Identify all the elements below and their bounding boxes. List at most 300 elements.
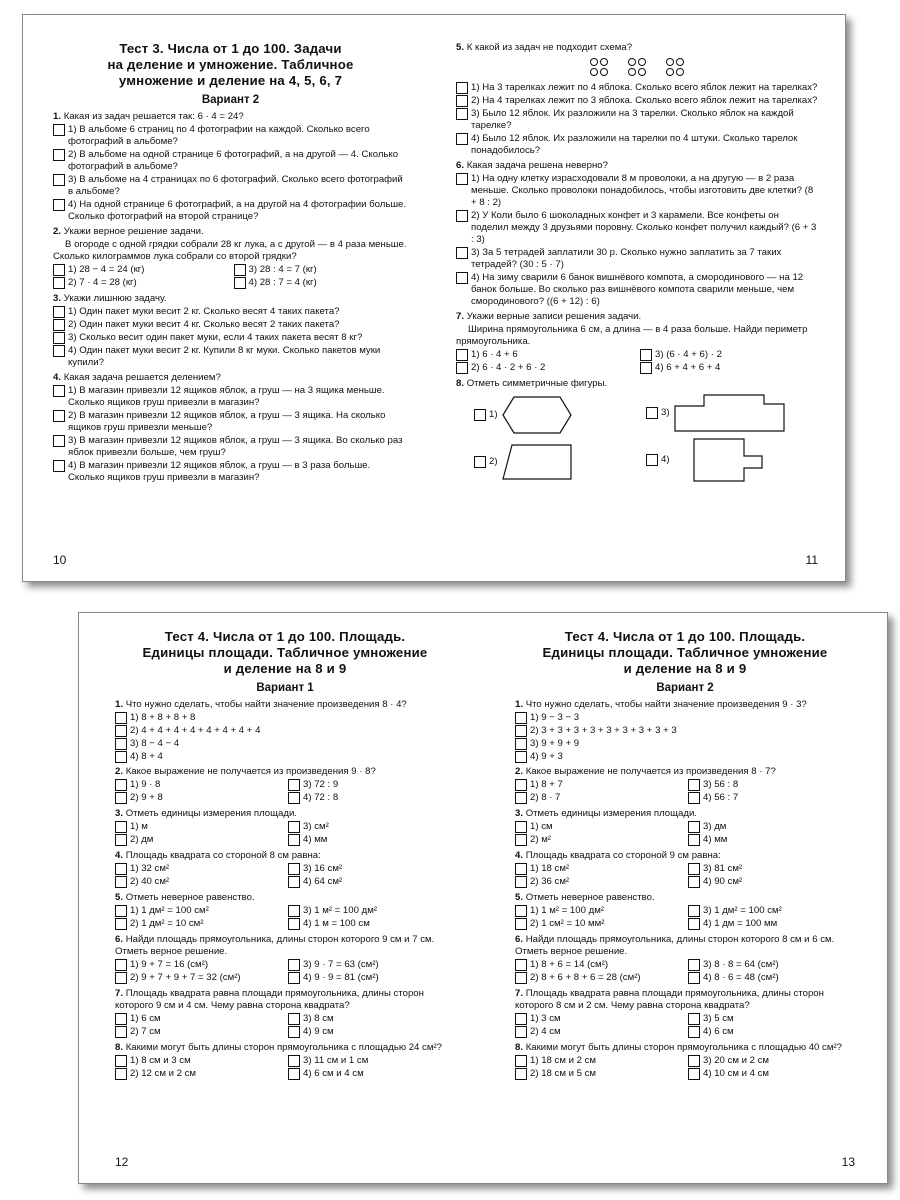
question-number: 4.	[515, 850, 524, 861]
test-title	[53, 41, 408, 89]
question-list	[53, 111, 408, 484]
question-text: Площадь квадрата со стороной 9 см равна:	[525, 850, 721, 861]
option-text: 4) 56 : 7	[703, 792, 739, 803]
question	[456, 311, 818, 375]
figure-option	[474, 396, 572, 434]
option-text: 2) 8 · 7	[530, 792, 561, 803]
answer-option	[456, 108, 818, 132]
answer-options	[515, 905, 855, 931]
answer-checkbox[interactable]	[646, 454, 658, 466]
question-number: 1.	[115, 699, 124, 710]
answer-option	[53, 319, 408, 331]
answer-option	[688, 972, 855, 984]
answer-option	[688, 905, 855, 917]
answer-options	[456, 349, 818, 375]
answer-checkbox[interactable]	[53, 410, 65, 422]
option-text: 2) На 4 тарелках лежит по 3 яблока. Сколько всего яблок лежит на тарелках?	[471, 95, 818, 106]
question-stem	[115, 934, 455, 958]
answer-checkbox[interactable]	[115, 792, 127, 804]
option-text: 2) м²	[530, 834, 551, 845]
answer-option	[515, 725, 855, 737]
answer-options	[456, 82, 818, 157]
figure-shape	[674, 394, 786, 432]
answer-option	[53, 124, 408, 148]
option-text: 3) В альбоме на 4 страницах по 6 фотографий. Сколько всего фотографий в альбоме?	[68, 174, 403, 197]
answer-option	[115, 1013, 282, 1025]
answer-checkbox[interactable]	[53, 277, 65, 289]
option-text: 4) 6 + 4 + 6 + 4	[655, 362, 721, 373]
option-text: 1) 6 · 4 + 6	[471, 349, 518, 360]
figure-label: 3)	[661, 407, 670, 418]
answer-checkbox[interactable]	[688, 959, 700, 971]
question-number: 2.	[53, 226, 62, 237]
option-text: 2) 9 + 8	[130, 792, 163, 803]
answer-option	[515, 779, 682, 791]
question-number: 3.	[53, 293, 62, 304]
question-stem	[456, 42, 818, 54]
option-text: 1) 8 + 7	[530, 779, 563, 790]
option-text: 4) 1 дм = 100 мм	[703, 918, 778, 929]
answer-checkbox[interactable]	[515, 712, 527, 724]
option-text: 2) 7 см	[130, 1026, 161, 1037]
answer-checkbox[interactable]	[515, 876, 527, 888]
answer-checkbox[interactable]	[515, 1013, 527, 1025]
figure-option	[646, 438, 764, 482]
answer-checkbox[interactable]	[456, 349, 468, 361]
question-number: 7.	[115, 988, 124, 999]
answer-checkbox[interactable]	[115, 972, 127, 984]
answer-checkbox[interactable]	[515, 779, 527, 791]
answer-option	[515, 738, 855, 750]
answer-checkbox[interactable]	[515, 959, 527, 971]
answer-option	[115, 712, 455, 724]
option-text: 3) дм	[703, 821, 727, 832]
answer-checkbox[interactable]	[115, 863, 127, 875]
answer-option	[688, 876, 855, 888]
question-number: 1.	[53, 111, 62, 122]
question-stem	[115, 1042, 455, 1054]
answer-checkbox[interactable]	[688, 905, 700, 917]
answer-option	[640, 349, 818, 361]
option-text: 1) 9 + 7 = 16 (см²)	[130, 959, 209, 970]
answer-checkbox[interactable]	[288, 918, 300, 930]
question-text: Что нужно сделать, чтобы найти значение произведения 8 · 4?	[125, 699, 407, 710]
answer-checkbox[interactable]	[53, 264, 65, 276]
question-text: Отметь неверное равенство.	[525, 892, 655, 903]
question-text: Какими могут быть длины сторон прямоугольника с площадью 24 см²?	[125, 1042, 442, 1053]
answer-option	[53, 345, 408, 369]
answer-checkbox[interactable]	[515, 972, 527, 984]
answer-checkbox[interactable]	[115, 918, 127, 930]
answer-checkbox[interactable]	[288, 779, 300, 791]
answer-checkbox[interactable]	[688, 792, 700, 804]
answer-checkbox[interactable]	[288, 1013, 300, 1025]
answer-checkbox[interactable]	[515, 738, 527, 750]
answer-option	[688, 1055, 855, 1067]
answer-checkbox[interactable]	[515, 1068, 527, 1080]
answer-checkbox[interactable]	[288, 863, 300, 875]
option-text: 3) 56 : 8	[703, 779, 739, 790]
question-text: Найди площадь прямоугольника, длины сторон которого 8 см и 6 см. Отметь верное решение.	[515, 934, 835, 957]
answer-option	[115, 918, 282, 930]
option-text: 3) За 5 тетрадей заплатили 30 р. Сколько нужно заплатить за 7 таких тетрадей? (30 : 5 · 7)	[471, 247, 782, 270]
answer-checkbox[interactable]	[640, 349, 652, 361]
option-text: 3) 1 м² = 100 дм²	[303, 905, 377, 916]
question-text: Какая задача решается делением?	[63, 372, 221, 383]
answer-checkbox[interactable]	[288, 1055, 300, 1067]
problem-text: В огороде с одной грядки собрали 28 кг лука, а с другой — в 4 раза меньше. Сколько килограммов лука собрали со второй грядки?	[53, 239, 407, 262]
answer-option	[288, 959, 455, 971]
answer-checkbox[interactable]	[515, 751, 527, 763]
question	[515, 699, 855, 763]
dot-circle	[666, 58, 674, 66]
answer-option	[688, 1068, 855, 1080]
answer-option	[288, 863, 455, 875]
answer-checkbox[interactable]	[53, 460, 65, 472]
answer-checkbox[interactable]	[515, 918, 527, 930]
title-line: и деление на 8 и 9	[623, 661, 747, 676]
option-text: 4) 8 · 6 = 48 (см²)	[703, 972, 779, 983]
answer-option	[115, 834, 282, 846]
answer-option	[288, 905, 455, 917]
answer-checkbox[interactable]	[688, 834, 700, 846]
answer-checkbox[interactable]	[515, 863, 527, 875]
answer-option	[456, 247, 818, 271]
answer-checkbox[interactable]	[115, 821, 127, 833]
answer-checkbox[interactable]	[288, 834, 300, 846]
answer-options	[53, 306, 408, 369]
dot-circle	[638, 68, 646, 76]
option-text: 4) 1 м = 100 см	[303, 918, 370, 929]
dot-circle	[590, 68, 598, 76]
answer-option	[515, 751, 855, 763]
answer-checkbox[interactable]	[688, 1055, 700, 1067]
answer-checkbox[interactable]	[288, 792, 300, 804]
question-list	[515, 699, 855, 1081]
answer-option	[115, 751, 455, 763]
question-number: 7.	[456, 311, 465, 322]
figure-option	[646, 394, 786, 432]
book-spread-top	[22, 14, 846, 582]
answer-checkbox[interactable]	[115, 876, 127, 888]
answer-option	[456, 133, 818, 157]
answer-checkbox[interactable]	[53, 306, 65, 318]
variant-label: Вариант 1	[256, 682, 314, 694]
answer-checkbox[interactable]	[115, 1068, 127, 1080]
question	[515, 934, 855, 985]
question-stem	[456, 311, 818, 323]
option-text: 3) 11 см и 1 см	[303, 1055, 369, 1066]
answer-option	[515, 1068, 682, 1080]
page-11	[456, 15, 818, 581]
option-text: 3) 8 − 4 − 4	[130, 738, 180, 749]
answer-checkbox[interactable]	[288, 876, 300, 888]
option-text: 4) 64 см²	[303, 876, 343, 887]
question-text: Укажи лишнюю задачу.	[63, 293, 167, 304]
question-stem	[456, 160, 818, 172]
answer-checkbox[interactable]	[115, 834, 127, 846]
answer-checkbox[interactable]	[456, 82, 468, 94]
answer-option	[115, 1068, 282, 1080]
option-text: 1) В альбоме 6 страниц по 4 фотографии на каждой. Сколько всего фотографий в альбоме?	[68, 124, 370, 147]
answer-checkbox[interactable]	[456, 133, 468, 145]
answer-checkbox[interactable]	[53, 149, 65, 161]
question-text: Найди площадь прямоугольника, длины сторон которого 9 см и 7 см. Отметь верное решение.	[115, 934, 435, 957]
option-text: 4) Один пакет муки весит 2 кг. Купили 8 кг муки. Сколько пакетов муки купили?	[68, 345, 381, 368]
answer-checkbox[interactable]	[688, 779, 700, 791]
answer-checkbox[interactable]	[515, 792, 527, 804]
answer-option	[515, 712, 855, 724]
option-text: 2) 40 см²	[130, 876, 170, 887]
answer-option	[515, 972, 682, 984]
answer-option	[115, 863, 282, 875]
question-number: 7.	[515, 988, 524, 999]
option-text: 3) 5 см	[703, 1013, 734, 1024]
answer-checkbox[interactable]	[515, 905, 527, 917]
page-number: 13	[841, 1155, 855, 1169]
option-text: 4) 9 + 3	[530, 751, 563, 762]
answer-checkbox[interactable]	[456, 108, 468, 120]
answer-options	[53, 385, 408, 484]
dot-circle	[676, 68, 684, 76]
answer-options	[115, 1013, 455, 1039]
answer-checkbox[interactable]	[456, 272, 468, 284]
dot-group	[666, 58, 684, 76]
question-text: К какой из задач не подходит схема?	[466, 42, 633, 53]
answer-option	[456, 173, 818, 209]
question	[115, 766, 455, 805]
option-text: 3) В магазин привезли 12 ящиков яблок, а груш — 3 ящика. Во сколько раз яблок привезли больше, чем груш?	[68, 435, 403, 458]
answer-checkbox[interactable]	[115, 1026, 127, 1038]
answer-option	[53, 264, 228, 276]
option-text: 3) 16 см²	[303, 863, 343, 874]
question-list	[456, 42, 818, 488]
answer-option	[288, 834, 455, 846]
answer-checkbox[interactable]	[115, 1055, 127, 1067]
dot-circle	[628, 68, 636, 76]
question-stem	[53, 372, 408, 384]
question	[515, 808, 855, 847]
question	[115, 850, 455, 889]
answer-checkbox[interactable]	[115, 959, 127, 971]
option-text: 4) 90 см²	[703, 876, 743, 887]
question	[515, 766, 855, 805]
option-text: 3) 28 : 4 = 7 (кг)	[248, 264, 317, 275]
title-line: умножение и деление на 4, 5, 6, 7	[118, 73, 343, 88]
option-text: 1) На одну клетку израсходовали 8 м проволоки, а на другую — в 2 раза меньше. Сколько проволоки понадобилось, чтобы изготовить две клетки? (8 + 8 : 2)	[471, 173, 814, 208]
answer-checkbox[interactable]	[640, 362, 652, 374]
question-text: Какая задача решена неверно?	[466, 160, 608, 171]
option-text: 1) 9 − 3 − 3	[530, 712, 580, 723]
answer-option	[115, 779, 282, 791]
answer-checkbox[interactable]	[515, 834, 527, 846]
answer-option	[288, 1055, 455, 1067]
page-12	[115, 613, 455, 1183]
answer-checkbox[interactable]	[288, 959, 300, 971]
answer-option	[288, 1026, 455, 1038]
option-text: 2) Один пакет муки весит 4 кг. Сколько весят 2 таких пакета?	[68, 319, 340, 330]
answer-checkbox[interactable]	[688, 972, 700, 984]
option-text: 4) 72 : 8	[303, 792, 339, 803]
dot-circle	[628, 58, 636, 66]
answer-option	[234, 277, 409, 289]
answer-option	[115, 725, 455, 737]
answer-options	[115, 779, 455, 805]
figure-label: 4)	[661, 454, 670, 465]
answer-checkbox[interactable]	[288, 905, 300, 917]
variant-label: Вариант 2	[656, 682, 714, 694]
answer-checkbox[interactable]	[456, 173, 468, 185]
question-number: 8.	[515, 1042, 524, 1053]
answer-checkbox[interactable]	[115, 738, 127, 750]
answer-checkbox[interactable]	[474, 456, 486, 468]
answer-option	[115, 1055, 282, 1067]
option-text: 4) 10 см и 4 см	[703, 1068, 770, 1079]
answer-checkbox[interactable]	[515, 821, 527, 833]
answer-checkbox[interactable]	[456, 362, 468, 374]
question	[515, 892, 855, 931]
answer-checkbox[interactable]	[115, 1013, 127, 1025]
option-text: 4) В магазин привезли 12 ящиков яблок, а груш — в 3 раза больше. Сколько ящиков груш привезли в магазин?	[68, 460, 371, 483]
question	[456, 42, 818, 157]
answer-option	[515, 863, 682, 875]
answer-checkbox[interactable]	[688, 821, 700, 833]
option-text: 1) Один пакет муки весит 2 кг. Сколько весят 4 таких пакета?	[68, 306, 340, 317]
answer-option	[515, 1055, 682, 1067]
question-text: Укажи верные записи решения задачи.	[466, 311, 642, 322]
question-stem	[515, 934, 855, 958]
option-text: 2) 7 · 4 = 28 (кг)	[68, 277, 137, 288]
answer-checkbox[interactable]	[688, 1026, 700, 1038]
answer-option	[53, 385, 408, 409]
answer-option	[53, 277, 228, 289]
answer-options	[115, 1055, 455, 1081]
question-number: 2.	[115, 766, 124, 777]
answer-option	[688, 834, 855, 846]
title-line: и деление на 8 и 9	[223, 661, 347, 676]
answer-checkbox[interactable]	[53, 124, 65, 136]
answer-checkbox[interactable]	[53, 385, 65, 397]
figure-label: 2)	[489, 456, 498, 467]
option-text: 3) 1 дм² = 100 см²	[703, 905, 782, 916]
answer-options	[53, 124, 408, 223]
option-text: 1) 8 + 8 + 8 + 8	[130, 712, 196, 723]
answer-checkbox[interactable]	[688, 863, 700, 875]
answer-options	[515, 779, 855, 805]
answer-option	[688, 959, 855, 971]
option-text: 1) 1 м² = 100 дм²	[530, 905, 604, 916]
answer-option	[515, 1026, 682, 1038]
figure-option	[474, 444, 572, 480]
answer-checkbox[interactable]	[688, 1068, 700, 1080]
answer-option	[53, 306, 408, 318]
answer-option	[53, 199, 408, 223]
option-text: 3) см²	[303, 821, 329, 832]
answer-option	[115, 905, 282, 917]
answer-checkbox[interactable]	[515, 1026, 527, 1038]
answer-checkbox[interactable]	[474, 409, 486, 421]
question	[115, 699, 455, 763]
answer-option	[288, 821, 455, 833]
answer-checkbox[interactable]	[115, 712, 127, 724]
dot-circle	[600, 58, 608, 66]
question	[53, 372, 408, 484]
title-line: Тест 4. Числа от 1 до 100. Площадь.	[164, 629, 406, 644]
answer-option	[515, 1013, 682, 1025]
answer-checkbox[interactable]	[53, 319, 65, 331]
answer-checkbox[interactable]	[515, 1055, 527, 1067]
question-stem	[115, 892, 455, 904]
answer-checkbox[interactable]	[688, 918, 700, 930]
test-title	[515, 629, 855, 677]
answer-option	[456, 95, 818, 107]
answer-checkbox[interactable]	[515, 725, 527, 737]
question-stem	[115, 699, 455, 711]
answer-checkbox[interactable]	[115, 751, 127, 763]
option-text: 3) 72 : 9	[303, 779, 339, 790]
question-text: Площадь квадрата равна площади прямоугольника, длины сторон которого 8 см и 2 см. Чему равна сторона квадрата?	[515, 988, 824, 1011]
answer-option	[288, 876, 455, 888]
answer-checkbox[interactable]	[456, 247, 468, 259]
answer-option	[115, 959, 282, 971]
answer-checkbox[interactable]	[234, 264, 246, 276]
answer-checkbox[interactable]	[115, 905, 127, 917]
option-text: 1) В магазин привезли 12 ящиков яблок, а груш — на 3 ящика меньше. Сколько ящиков груш привезли в магазин?	[68, 385, 385, 408]
answer-checkbox[interactable]	[688, 1013, 700, 1025]
answer-checkbox[interactable]	[688, 876, 700, 888]
option-text: 3) Было 12 яблок. Их разложили на 3 тарелки. Сколько яблок на каждой тарелке?	[471, 108, 794, 131]
question-number: 6.	[456, 160, 465, 171]
option-text: 4) 9 · 9 = 81 (см²)	[303, 972, 379, 983]
answer-checkbox[interactable]	[53, 345, 65, 357]
answer-options	[515, 959, 855, 985]
answer-checkbox[interactable]	[288, 1068, 300, 1080]
option-text: 1) На 3 тарелках лежит по 4 яблока. Сколько всего яблок лежит на тарелках?	[471, 82, 818, 93]
page-13	[515, 613, 855, 1183]
answer-checkbox[interactable]	[646, 407, 658, 419]
question	[115, 892, 455, 931]
answer-checkbox[interactable]	[53, 435, 65, 447]
option-text: 1) 1 дм² = 100 см²	[130, 905, 209, 916]
answer-checkbox[interactable]	[288, 972, 300, 984]
answer-checkbox[interactable]	[456, 210, 468, 222]
answer-checkbox[interactable]	[53, 199, 65, 211]
option-text: 1) 8 + 6 = 14 (см²)	[530, 959, 609, 970]
answer-checkbox[interactable]	[53, 332, 65, 344]
answer-option	[115, 876, 282, 888]
answer-option	[53, 435, 408, 459]
question	[53, 111, 408, 223]
answer-option	[456, 82, 818, 94]
answer-option	[515, 834, 682, 846]
answer-checkbox[interactable]	[456, 95, 468, 107]
answer-options	[53, 264, 408, 290]
option-text: 1) 28 − 4 = 24 (кг)	[68, 264, 145, 275]
option-text: 2) 12 см и 2 см	[130, 1068, 197, 1079]
question-stem	[515, 1042, 855, 1054]
answer-checkbox[interactable]	[53, 174, 65, 186]
answer-option	[456, 349, 634, 361]
answer-options	[115, 863, 455, 889]
answer-checkbox[interactable]	[115, 725, 127, 737]
answer-checkbox[interactable]	[288, 1026, 300, 1038]
question-number: 5.	[115, 892, 124, 903]
answer-checkbox[interactable]	[234, 277, 246, 289]
dot-circle	[590, 58, 598, 66]
variant-label: Вариант 2	[201, 94, 260, 106]
answer-checkbox[interactable]	[115, 779, 127, 791]
answer-checkbox[interactable]	[288, 821, 300, 833]
